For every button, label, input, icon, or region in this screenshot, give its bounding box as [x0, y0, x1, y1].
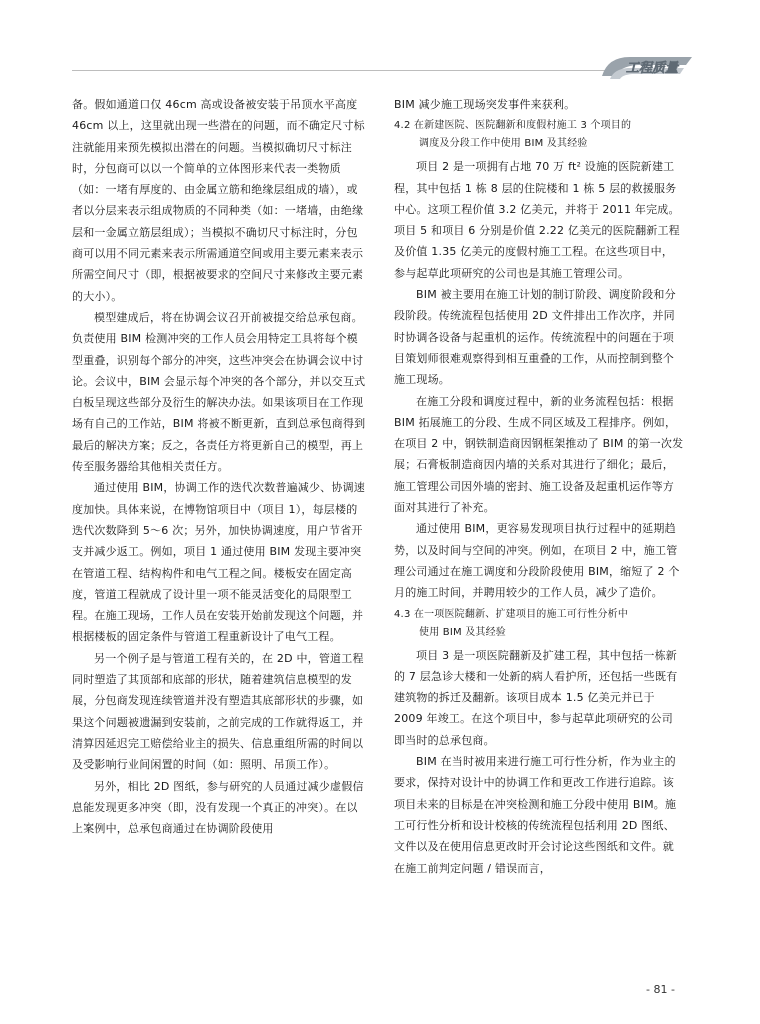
body-paragraph: BIM 被主要用在施工计划的制订阶段、调度阶段和分段阶段。传统流程包括使用 2D 文件排出工作次序，并同时协调各设备与起重机的运作。传统流程中的问题在于项目策划师很难观察得到相互重叠的工作，从而控制到整个施工现场。: [394, 288, 676, 387]
body-paragraph: 项目 3 是一项医院翻新及扩建工程，其中包括一栋新的 7 层急诊大楼和一处新的病人看护所，还包括一些既有建筑物的拆迁及翻新。该项目成本 1.5 亿美元并已于 2009 年竣工。在这个项目中，参与起草此项研究的公司即当时的总承包商。: [394, 648, 678, 747]
section-heading: [394, 606, 684, 642]
body-paragraph: 项目 2 是一项拥有占地 70 万 ft² 设施的医院新建工程，其中包括 1 栋 8 层的住院楼和 1 栋 5 层的救援服务中心。这项工程价值 3.2 亿美元，并将于 2011 年完成。项目 5 和项目 6 分别是价值 2.22 亿美元的医院翻新工程及价值 1.35 亿美元的度假村施工工程。在这些项目中，参与起草此项研究的公司也是其施工管理公司。: [394, 160, 680, 280]
body-paragraph: 另一个例子是与管道工程有关的，在 2D 中，管道工程同时塑造了其顶部和底部的形状，随着建筑信息模型的发展，分包商发现连续管道并没有塑造其底部形状的步骤，如果这个问题被遗漏到安装前，之前完成的工作就得返工，并清算因延迟完工赔偿给业主的损失、信息重组所需的时间以及受影响行业间闲置的时间（如：照明、吊顶工作）。: [72, 651, 364, 772]
journal-logo-icon: [598, 52, 694, 82]
body-paragraph: 通过使用 BIM，更容易发现项目执行过程中的延期趋势，以及时间与空间的冲突。例如，在项目 2 中，施工管理公司通过在施工调度和分段阶段使用 BIM，缩短了 2 个月的施工时间，并聘用较少的工作人员，减少了造价。: [394, 522, 680, 600]
body-paragraph: 在施工分段和调度过程中，新的业务流程包括：根据 BIM 拓展施工的分段、生成不同区域及工程排序。例如，在项目 2 中，钢铁制造商因钢框架推动了 BIM 的第一次发展；石膏板制造商因内墙的关系对其进行了细化；最后，施工管理公司因外墙的密封、施工设备及起重机运作等方面对其进行了补充。: [394, 394, 684, 515]
section-heading-line: 使用 BIM 及其经验: [419, 626, 506, 638]
body-paragraph: 另外，相比 2D 图纸，参与研究的人员通过减少虚假信息能发现更多冲突（即，没有发现一个真正的冲突）。在以上案例中，总承包商通过在协调阶段使用: [72, 779, 364, 836]
section-heading-line: 调度及分段工作中使用 BIM 及其经验: [419, 138, 588, 150]
section-heading-line: 4.2 在新建医院、医院翻新和度假村施工 3 个项目的: [394, 120, 632, 132]
body-paragraph: BIM 在当时被用来进行施工可行性分析，作为业主的要求，保持对设计中的协调工作和更改工作进行追踪。该项目未来的目标是在冲突检测和施工分段中使用 BIM。施工可行性分析和设计校核的传统流程包括利用 2D 图纸、文件以及在使用信息更改时开会讨论这些图纸和文件。就在施工前判定问题 / 错误而言，: [394, 755, 677, 875]
body-paragraph: BIM 减少施工现场突发事件来获利。: [394, 98, 576, 111]
body-paragraph: 备。假如通道口仅 46cm 高或设备被安装于吊顶水平高度 46cm 以上，这里就出现一些潜在的问题，而不确定尺寸标注就能用来预先模拟出潜在的问题。当模拟确切尺寸标注时，分包商可以以一个简单的立体图形来代表一类物质（如：一堵有厚度的、由金属立筋和绝缘层组成的墙），或者以分层来表示组成物质的不同种类（如：一堵墙，由绝缘层和一金属立筋层组成）；当模拟不确切尺寸标注时，分包商可以用不同元素来表示所需通道空间或用主要元素来表示所需空间尺寸（即，根据被要求的空间尺寸来修改主要元素的大小）。: [72, 98, 365, 303]
header-rule: [72, 70, 612, 71]
page-number: - 81 -: [646, 983, 675, 996]
section-heading-line: 4.3 在一项医院翻新、扩建项目的施工可行性分析中: [394, 608, 629, 620]
left-column: [72, 94, 366, 839]
journal-logo-text: 工程质量: [626, 61, 679, 76]
body-paragraph: 通过使用 BIM，协调工作的迭代次数普遍减少、协调速度加快。具体来说，在博物馆项目中（项目 1），每层楼的迭代次数降到 5～6 次；另外，加快协调速度，用户节省开支并减少返工。例如，项目 1 通过使用 BIM 发现主要冲突在管道工程、结构构件和电气工程之间。楼板安在固定高度，管道工程就成了设计里一项不能灵活变化的局限型工程。在施工现场，工作人员在安装开始前发现这个问题，并根据楼板的固定条件与管道工程重新设计了电气工程。: [72, 481, 365, 644]
body-paragraph: 模型建成后，将在协调会议召开前被提交给总承包商。负责使用 BIM 检测冲突的工作人员会用特定工具将每个模型重叠，识别每个部分的冲突，这些冲突会在协调会议中讨论。会议中，BIM 会显示每个冲突的各个部分，并以交互式白板呈现这些部分及衍生的解决办法。如果该项目在工作现场有自己的工作站，BIM 将被不断更新，直到总承包商得到最后的解决方案；反之，各责任方将更新自己的模型，再上传至服务器给其他相关责任方。: [72, 310, 366, 474]
section-heading: [394, 117, 684, 153]
right-column: [394, 94, 684, 879]
